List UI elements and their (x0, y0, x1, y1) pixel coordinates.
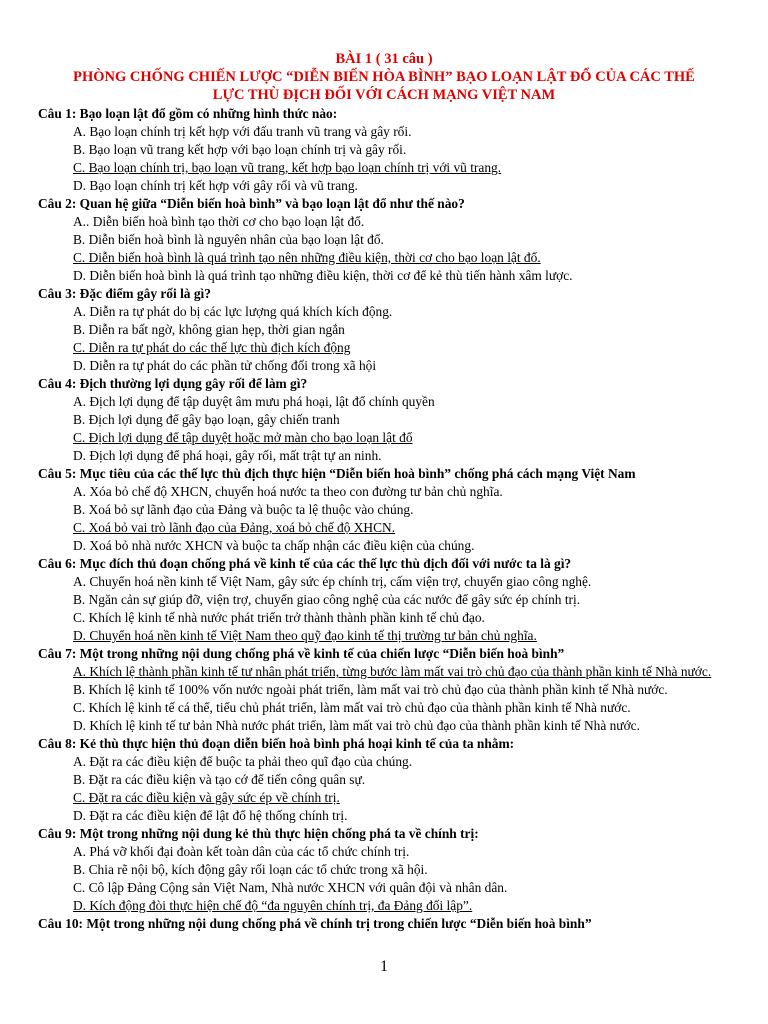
option-a: A. Phá vỡ khối đại đoàn kết toàn dân của các tổ chức chính trị. (73, 844, 410, 859)
question-title: Câu 5: Mục tiêu của các thế lực thù địch thực hiện “Diễn biến hoà bình” chống phá cách mạng Việt Nam (38, 466, 636, 481)
option-a-answer: A. Khích lệ thành phần kinh tế tư nhân phát triển, từng bước làm mất vai trò chủ đạo của thành phần kinh tế Nhà nước. (73, 664, 712, 679)
question-title: Câu 3: Đặc điểm gây rối là gì? (38, 286, 211, 301)
option-c-answer: C. Địch lợi dụng để tập duyệt hoặc mở màn cho bạo loạn lật đổ (73, 430, 413, 445)
option-a: A.. Diễn biến hoà bình tạo thời cơ cho bạo loạn lật đổ. (73, 214, 365, 229)
option-c-answer: C. Bạo loạn chính trị, bạo loạn vũ trang, kết hợp bạo loạn chính trị với vũ trang. (73, 160, 502, 175)
document-header (0, 50, 768, 104)
question-title: Câu 8: Kẻ thù thực hiện thủ đoạn diễn biến hoà bình phá hoại kinh tế của ta nhằm: (38, 736, 515, 751)
option-d-answer: D. Kích động đòi thực hiện chế độ “đa nguyên chính trị, đa Đảng đối lập”. (73, 898, 473, 913)
option-a: A. Diễn ra tự phát do bị các lực lượng quá khích kích động. (73, 304, 393, 319)
question-8 (38, 735, 730, 825)
option-c-answer: C. Diễn biến hoà bình là quá trình tạo nên những điều kiện, thời cơ cho bạo loạn lật đổ. (73, 250, 541, 265)
option-d: D. Xoá bỏ nhà nước XHCN và buộc ta chấp nhận các điều kiện của chúng. (73, 538, 475, 553)
option-b: B. Khích lệ kinh tế 100% vốn nước ngoài phát triển, làm mất vai trò chủ đạo của thành phần kinh tế Nhà nước. (73, 682, 668, 697)
question-4 (38, 375, 730, 465)
option-b: B. Chia rẽ nội bộ, kích động gây rối loạn các tổ chức trong xã hội. (73, 862, 428, 877)
question-7 (38, 645, 730, 735)
option-c: C. Khích lệ kinh tế nhà nước phát triển trở thành thành phần kinh tế chủ đạo. (73, 610, 485, 625)
option-c-answer: C. Diễn ra tự phát do các thế lực thù địch kích động (73, 340, 351, 355)
option-d: D. Địch lợi dụng để phá hoại, gây rối, mất trật tự an ninh. (73, 448, 382, 463)
question-list (38, 105, 730, 933)
option-c: C. Cô lập Đảng Cộng sản Việt Nam, Nhà nước XHCN với quân đội và nhân dân. (73, 880, 508, 895)
option-b: B. Bạo loạn vũ trang kết hợp với bạo loạn chính trị và gây rối. (73, 142, 407, 157)
option-a: A. Địch lợi dụng để tập duyệt âm mưu phá hoại, lật đổ chính quyền (73, 394, 435, 409)
option-b: B. Diễn biến hoà bình là nguyên nhân của bạo loạn lật đổ. (73, 232, 384, 247)
option-b: B. Diễn ra bất ngờ, không gian hẹp, thời gian ngắn (73, 322, 345, 337)
option-a: A. Bạo loạn chính trị kết hợp với đấu tranh vũ trang và gây rối. (73, 124, 412, 139)
option-a: A. Xóa bỏ chế độ XHCN, chuyển hoá nước ta theo con đường tư bản chủ nghĩa. (73, 484, 503, 499)
question-6 (38, 555, 730, 645)
lesson-heading: BÀI 1 ( 31 câu ) (335, 51, 433, 67)
title-line-1: PHÒNG CHỐNG CHIẾN LƯỢC “DIỄN BIẾN HÒA BÌNH” BẠO LOẠN LẬT ĐỔ CỦA CÁC THẾ (73, 69, 695, 85)
page-number: 1 (380, 958, 388, 975)
option-a: A. Chuyển hoá nền kinh tế Việt Nam, gây sức ép chính trị, cấm viện trợ, chuyển giao công nghệ. (73, 574, 592, 589)
option-d: D. Khích lệ kinh tế tư bản Nhà nước phát triển, làm mất vai trò chủ đạo của thành phần kinh tế Nhà nước. (73, 718, 640, 733)
question-9 (38, 825, 730, 915)
option-c-answer: C. Xoá bỏ vai trò lãnh đạo của Đảng, xoá bỏ chế độ XHCN. (73, 520, 396, 535)
question-3 (38, 285, 730, 375)
question-title: Câu 2: Quan hệ giữa “Diễn biến hoà bình” và bạo loạn lật đổ như thế nào? (38, 196, 465, 211)
option-d: D. Diễn ra tự phát do các phần tử chống đối trong xã hội (73, 358, 377, 373)
question-title: Câu 9: Một trong những nội dung kẻ thù thực hiện chống phá ta về chính trị: (38, 826, 479, 841)
question-title: Câu 7: Một trong những nội dung chống phá về kinh tế của chiến lược “Diễn biến hoà bình” (38, 646, 565, 661)
option-d: D. Diễn biến hoà bình là quá trình tạo những điều kiện, thời cơ để kẻ thù tiến hành xâm lược. (73, 268, 573, 283)
question-10 (38, 915, 730, 933)
option-a: A. Đặt ra các điều kiện để buộc ta phải theo quĩ đạo của chúng. (73, 754, 413, 769)
option-c-answer: C. Đặt ra các điều kiện và gây sức ép về chính trị. (73, 790, 340, 805)
title-line-2: LỰC THÙ ĐỊCH ĐỐI VỚI CÁCH MẠNG VIỆT NAM (212, 87, 556, 103)
question-5 (38, 465, 730, 555)
option-b: B. Địch lợi dụng để gây bạo loạn, gây chiến tranh (73, 412, 340, 427)
option-d: D. Bạo loạn chính trị kết hợp với gây rối và vũ trang. (73, 178, 358, 193)
question-1 (38, 105, 730, 195)
option-b: B. Ngăn cản sự giúp đỡ, viện trợ, chuyển giao công nghệ của các nước để gây sức ép chính trị. (73, 592, 581, 607)
option-c: C. Khích lệ kinh tế cá thể, tiểu chủ phát triển, làm mất vai trò chủ đạo của thành phần kinh tế Nhà nước. (73, 700, 631, 715)
option-b: B. Xoá bỏ sự lãnh đạo của Đảng và buộc ta lệ thuộc vào chúng. (73, 502, 414, 517)
option-d-answer: D. Chuyển hoá nền kinh tế Việt Nam theo quỹ đạo kinh tế thị trường tư bản chủ nghĩa. (73, 628, 537, 643)
question-title: Câu 10: Một trong những nội dung chống phá về chính trị trong chiến lược “Diễn biến hoà bình” (38, 916, 592, 931)
option-b: B. Đặt ra các điều kiện và tạo cớ để tiến công quân sự. (73, 772, 366, 787)
question-title: Câu 1: Bạo loạn lật đổ gồm có những hình thức nào: (38, 106, 338, 121)
question-title: Câu 4: Địch thường lợi dụng gây rối để làm gì? (38, 376, 308, 391)
option-d: D. Đặt ra các điều kiện để lật đổ hệ thống chính trị. (73, 808, 348, 823)
question-title: Câu 6: Mục đích thủ đoạn chống phá về kinh tế của các thế lực thù địch đối với nước ta là gì? (38, 556, 572, 571)
question-2 (38, 195, 730, 285)
